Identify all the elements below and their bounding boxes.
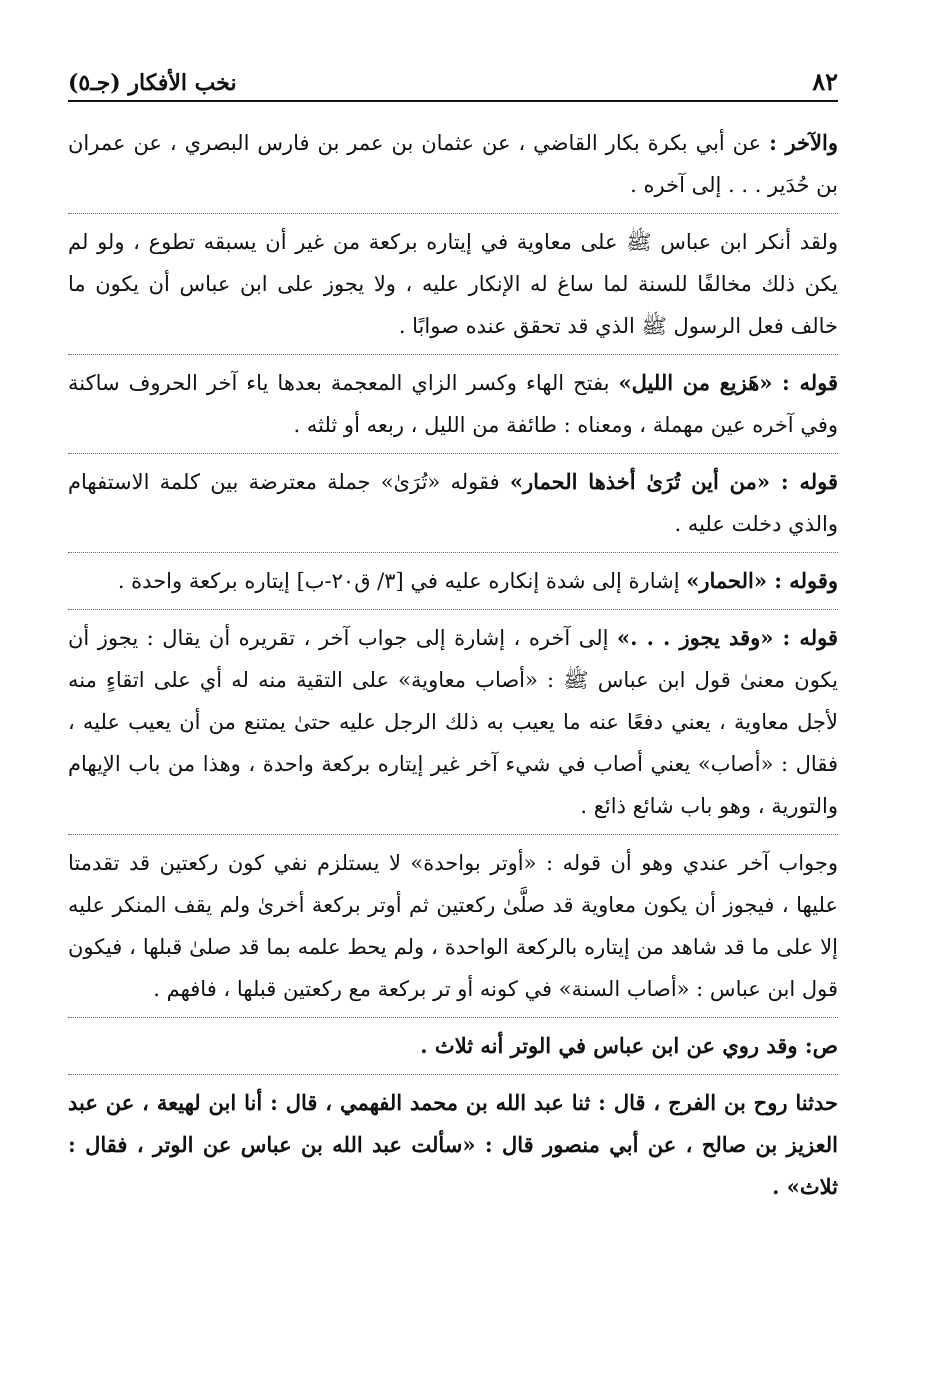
running-title: نخب الأفكار (جـ٥) [68, 70, 237, 96]
paragraph-lead: وقوله : «الحمار» [686, 568, 838, 593]
page-body [68, 122, 838, 1215]
paragraph-6 [68, 617, 838, 835]
paragraph-3 [68, 362, 838, 454]
book-page [68, 60, 838, 1222]
paragraph-1 [68, 122, 838, 214]
page-header [68, 60, 838, 102]
paragraph-5 [68, 560, 838, 610]
paragraph-text: فقوله «تُرَىٰ» جملة معترضة بين كلمة الاستفهام والذي دخلت عليه . [68, 470, 838, 536]
paragraph-4 [68, 461, 838, 553]
final-paragraph: حدثنا روح بن الفرج ، قال : ثنا عبد الله بن محمد الفهمي ، قال : أنا ابن لهيعة ، عن عبد العزيز بن صالح ، عن أبي منصور قال : «سألت عبد الله بن عباس عن الوتر ، فقال : ثلاث» . [68, 1090, 838, 1199]
page-number: ٨٢ [812, 67, 838, 96]
paragraph-text: بفتح الهاء وكسر الزاي المعجمة بعدها ياء آخر الحروف ساكنة وفي آخره عين مهملة ، ومعناه : طائفة من الليل ، ربعه أو ثلثه . [68, 371, 838, 437]
paragraph-2 [68, 221, 838, 355]
paragraph-lead: والآخر : [769, 130, 838, 155]
paragraph-lead: قوله : «وقد يجوز . . .» [617, 625, 838, 650]
paragraph-text: وجواب آخر عندي وهو أن قوله : «أوتر بواحدة» لا يستلزم نفي كون ركعتين قد تقدمتا عليها ، فيجوز أن يكون معاوية قد صلَّىٰ ركعتين ثم أوتر بركعة أخرىٰ ولم يقف المنكر عليه إلا على ما قد شاهد من إيتاره بالركعة الواحدة ، ولم يحط علمه بما قد صلىٰ قبلها ، فيكون قول ابن عباس : «أصاب السنة» في كونه أو تر بركعة مع ركعتين قبلها ، فافهم . [68, 851, 838, 1001]
section-heading: ص: وقد روي عن ابن عباس في الوتر أنه ثلاث . [68, 1025, 838, 1075]
paragraph-text: ولقد أنكر ابن عباس ﷺ على معاوية في إيتاره بركعة من غير أن يسبقه تطوع ، ولو لم يكن ذلك مخالفًا للسنة لما ساغ له الإنكار عليه ، ولا يجوز على ابن عباس أن يكون ما خالف فعل الرسول ﷺ الذي قد تحقق عنده صوابًا . [68, 230, 838, 338]
paragraph-lead: قوله : «من أين تُرَىٰ أخذها الحمار» [509, 469, 838, 494]
paragraph-text: إشارة إلى شدة إنكاره عليه في [٣/ ق٢٠-ب] إيتاره بركعة واحدة . [117, 569, 687, 593]
paragraph-lead: قوله : «هَزيع من الليل» [618, 370, 838, 395]
paragraph-text: إلى آخره ، إشارة إلى جواب آخر ، تقريره أن يقال : يجوز أن يكون معنىٰ قول ابن عباس ﷺ : «أصاب معاوية» على التقية منه له أي على اتقاءٍ منه لأجل معاوية ، يعني دفعًا عنه ما يعيب به ذلك الرجل عليه حتىٰ يمتنع من أن يعيب عليه ، فقال : «أصاب» يعني أصاب في شيء آخر غير إيتاره بركعة واحدة ، وهذا من باب الإيهام والتورية ، وهو باب شائع ذائع . [68, 626, 838, 818]
paragraph-7 [68, 842, 838, 1018]
paragraph-text: عن أبي بكرة بكار القاضي ، عن عثمان بن عمر بن فارس البصري ، عن عمران بن حُدَير . . . إلى آخره . [68, 131, 838, 197]
